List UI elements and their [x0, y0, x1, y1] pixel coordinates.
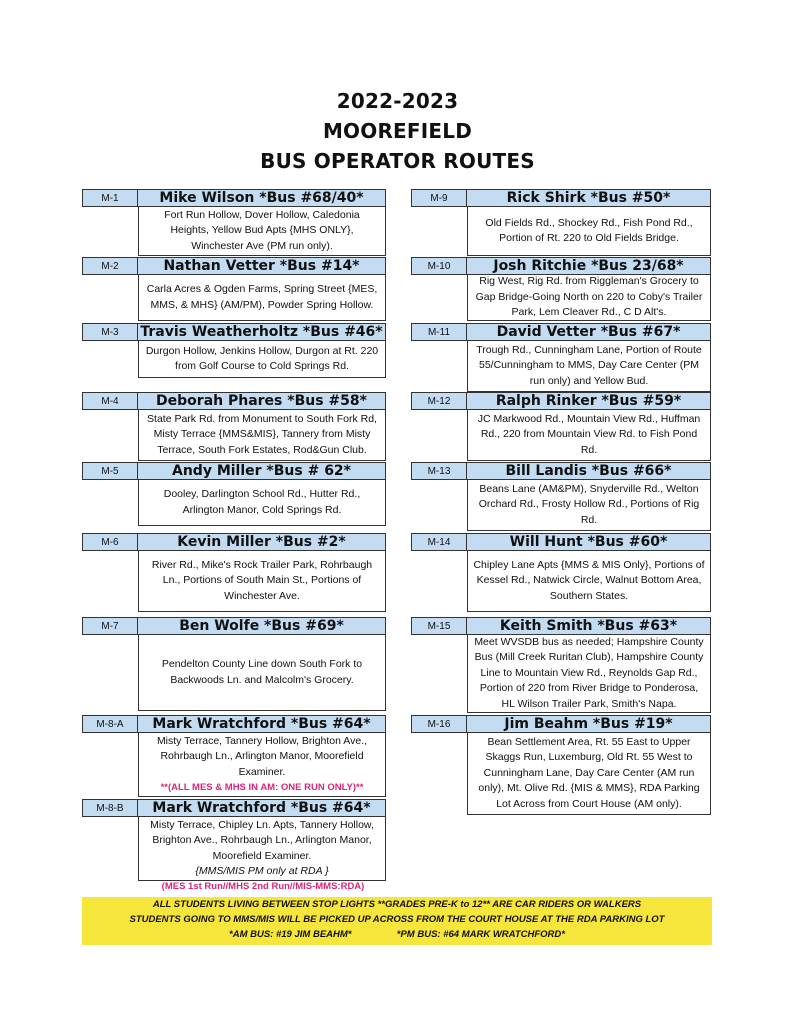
route-m2 — [82, 257, 386, 321]
page-year: 2022-2023 — [336, 89, 459, 113]
route-description: Pendelton County Line down South Fork to Backwoods Ln. and Malcolm's Grocery. — [138, 635, 386, 711]
pm-bus: *PM BUS: #64 MARK WRATCHFORD* — [396, 929, 565, 940]
route-operator: Nathan Vetter *Bus #14* — [138, 257, 386, 275]
route-m1 — [82, 189, 386, 256]
route-description: Beans Lane (AM&PM), Snyderville Rd., Welton Orchard Rd., Frosty Hollow Rd., Portions of Rig Rd. — [467, 480, 711, 531]
route-operator: Deborah Phares *Bus #58* — [138, 392, 386, 410]
route-operator: Andy Miller *Bus # 62* — [138, 462, 386, 480]
route-m9 — [411, 189, 711, 256]
route-code: M-3 — [82, 323, 138, 341]
route-m12 — [411, 392, 711, 461]
route-code: M-10 — [411, 257, 467, 275]
route-description: JC Markwood Rd., Mountain View Rd., Huffman Rd., 220 from Mountain View Rd. to Fish Pond Rd. — [467, 410, 711, 461]
route-code: M-1 — [82, 189, 138, 207]
route-m6 — [82, 533, 386, 612]
route-description: Meet WVSDB bus as needed; Hampshire County Bus (Mill Creek Ruritan Club), Hampshire County Line to Mountain View Rd., Reynolds Gap Rd., Portion of 220 from River Bridge to Ponderosa, HL Wilson Trailer Park, Smith's Napa. — [467, 635, 711, 713]
route-code: M-7 — [82, 617, 138, 635]
route-code: M-2 — [82, 257, 138, 275]
route-description: Trough Rd., Cunningham Lane, Portion of Route 55/Cunningham to MMS, Day Care Center (PM run only) and Yellow Bud. — [467, 341, 711, 392]
route-m15 — [411, 617, 711, 713]
route-operator: Mark Wratchford *Bus #64* — [138, 799, 386, 817]
route-operator: Mike Wilson *Bus #68/40* — [138, 189, 386, 207]
route-operator: Ben Wolfe *Bus #69* — [138, 617, 386, 635]
route-description: State Park Rd. from Monument to South Fork Rd, Misty Terrace {MMS&MIS}, Tannery from Misty Terrace, South Fork Estates, Rod&Gun Club. — [138, 410, 386, 461]
route-m13 — [411, 462, 711, 531]
route-m10 — [411, 257, 711, 321]
route-code: M-15 — [411, 617, 467, 635]
route-m8a — [82, 715, 386, 797]
route-operator: Josh Ritchie *Bus 23/68* — [467, 257, 711, 275]
route-code: M-14 — [411, 533, 467, 551]
route-description: Durgon Hollow, Jenkins Hollow, Durgon at Rt. 220 from Golf Course to Cold Springs Rd. — [138, 341, 386, 378]
route-code: M-4 — [82, 392, 138, 410]
route-description: River Rd., Mike's Rock Trailer Park, Rohrbaugh Ln., Portions of South Main St., Portions of Winchester Ave. — [138, 551, 386, 612]
route-description: Carla Acres & Ogden Farms, Spring Street {MES, MMS, & MHS} (AM/PM), Powder Spring Hollow. — [138, 275, 386, 321]
rda-note: {MMS/MIS PM only at RDA } — [195, 865, 329, 877]
route-description: Old Fields Rd., Shockey Rd., Fish Pond Rd., Portion of Rt. 220 to Old Fields Bridge. — [467, 207, 711, 256]
route-code: M-8-A — [82, 715, 138, 733]
route-description: Chipley Lane Apts {MMS & MIS Only}, Portions of Kessel Rd., Natwick Circle, Walnut Bottom Area, Southern States. — [467, 551, 711, 612]
route-m5 — [82, 462, 386, 526]
route-operator: Kevin Miller *Bus #2* — [138, 533, 386, 551]
route-operator: David Vetter *Bus #67* — [467, 323, 711, 341]
run-note: **(ALL MES & MHS IN AM: ONE RUN ONLY)** — [160, 782, 364, 793]
route-code: M-6 — [82, 533, 138, 551]
am-bus: *AM BUS: #19 JIM BEAHM* — [229, 929, 352, 940]
footer-notice — [82, 897, 712, 945]
page-title: BUS OPERATOR ROUTES — [260, 149, 535, 173]
page-town: MOOREFIELD — [322, 119, 473, 143]
run-order-note: (MES 1st Run//MHS 2nd Run//MIS-MMS:RDA) — [161, 881, 365, 892]
route-description: Bean Settlement Area, Rt. 55 East to Upper Skaggs Run, Luxemburg, Old Rt. 55 West to Cunningham Lane, Day Care Center (AM run only), Mt. Olive Rd. {MIS & MMS}, RDA Parking Lot Across from Court House (AM only). — [467, 733, 711, 815]
route-code: M-8-B — [82, 799, 138, 817]
route-operator: Ralph Rinker *Bus #59* — [467, 392, 711, 410]
route-operator: Travis Weatherholtz *Bus #46* — [138, 323, 386, 341]
route-description: Fort Run Hollow, Dover Hollow, Caledonia Heights, Yellow Bud Apts {MHS ONLY}, Winchester Ave (PM run only). — [138, 207, 386, 256]
route-code: M-12 — [411, 392, 467, 410]
route-m11 — [411, 323, 711, 392]
route-m3 — [82, 323, 386, 378]
route-m16 — [411, 715, 711, 815]
route-m8b — [82, 799, 386, 881]
footer-bus-line — [82, 927, 712, 942]
route-description: Misty Terrace, Tannery Hollow, Brighton Ave., Rohrbaugh Ln., Arlington Manor, Moorefield Examiner. **(ALL MES & MHS IN AM: ONE RUN ONLY)** — [138, 733, 386, 797]
route-operator: Keith Smith *Bus #63* — [467, 617, 711, 635]
route-m7 — [82, 617, 386, 711]
footer-line-1: ALL STUDENTS LIVING BETWEEN STOP LIGHTS **GRADES PRE-K to 12** ARE CAR RIDERS OR WALKERS — [152, 899, 642, 910]
route-code: M-13 — [411, 462, 467, 480]
route-description: Misty Terrace, Chipley Ln. Apts, Tannery Hollow, Brighton Ave., Rohrbaugh Ln., Arlington Manor, Moorefield Examiner. {MMS/MIS PM only at RDA } — [138, 817, 386, 881]
route-description: Rig West, Rig Rd. from Riggleman's Grocery to Gap Bridge-Going North on 220 to Coby's Trailer Park, Lem Cleaver Rd., C D Alt's. — [467, 275, 711, 321]
route-m14 — [411, 533, 711, 612]
route-operator: Will Hunt *Bus #60* — [467, 533, 711, 551]
route-m4 — [82, 392, 386, 461]
route-code: M-16 — [411, 715, 467, 733]
route-description: Dooley, Darlington School Rd., Hutter Rd., Arlington Manor, Cold Springs Rd. — [138, 480, 386, 526]
route-operator: Bill Landis *Bus #66* — [467, 462, 711, 480]
route-code: M-11 — [411, 323, 467, 341]
footer-line-2: STUDENTS GOING TO MMS/MIS WILL BE PICKED UP ACROSS FROM THE COURT HOUSE AT THE RDA PARKING LOT — [129, 914, 665, 925]
route-operator: Mark Wratchford *Bus #64* — [138, 715, 386, 733]
route-operator: Jim Beahm *Bus #19* — [467, 715, 711, 733]
route-operator: Rick Shirk *Bus #50* — [467, 189, 711, 207]
route-code: M-9 — [411, 189, 467, 207]
route-code: M-5 — [82, 462, 138, 480]
